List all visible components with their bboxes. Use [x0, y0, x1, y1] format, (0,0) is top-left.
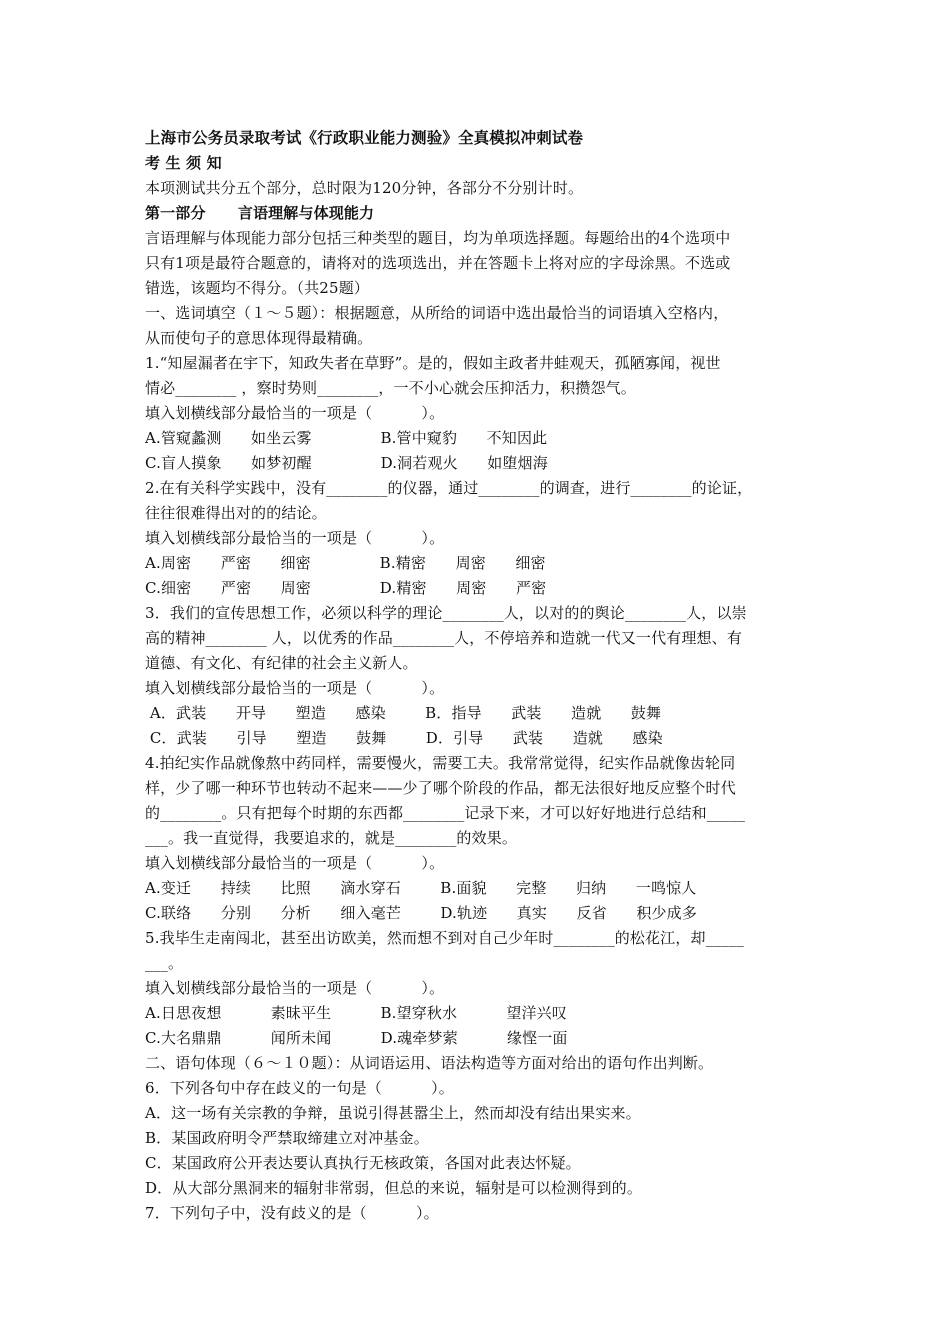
question-6-option: B．某国政府明令严禁取缔建立对冲基金。 — [145, 1129, 429, 1147]
question-5-prompt: 填入划横线部分最恰当的一项是（ ）。 — [145, 979, 445, 997]
section2-intro: 二、语句体现（６～１０题）：从词语运用、语法构造等方面对给出的语句作出判断。 — [145, 1054, 714, 1072]
part1-intro-line: 言语理解与体现能力部分包括三种类型的题目，均为单项选择题。每题给出的4个选项中 — [145, 229, 731, 247]
question-5-stem: ___。 — [145, 954, 184, 972]
question-7-stem: 7．下列句子中，没有歧义的是（ ）。 — [145, 1204, 439, 1222]
question-6-option: D．从大部分黑洞来的辐射非常弱，但总的来说，辐射是可以检测得到的。 — [145, 1179, 642, 1197]
question-4-options: C.联络 分别 分析 细入毫芒 D.轨迹 真实 反省 积少成多 — [145, 904, 697, 922]
notice-heading: 考 生 须 知 — [145, 154, 222, 172]
question-6-stem: 6．下列各句中存在歧义的一句是（ ）。 — [145, 1079, 454, 1097]
question-1-options: A.管窥蠡测 如坐云雾 B.管中窥豹 不知因此 — [145, 429, 548, 447]
question-5-options: C.大名鼎鼎 闻所未闻 D.魂牵梦萦 缘悭一面 — [145, 1029, 568, 1047]
question-2-stem: 2.在有关科学实践中，没有________的仪器，通过________的调查，进行________的论证， — [145, 479, 753, 497]
question-3-stem: 3．我们的宣传思想工作，必须以科学的理论________人，以对的的舆论________人，以崇 — [145, 604, 747, 622]
question-3-prompt: 填入划横线部分最恰当的一项是（ ）。 — [145, 679, 445, 697]
question-4-prompt: 填入划横线部分最恰当的一项是（ ）。 — [145, 854, 445, 872]
question-4-stem: ___。我一直觉得，我要追求的，就是________的效果。 — [145, 829, 518, 847]
question-6-option: C．某国政府公开表达要认真执行无核政策，各国对此表达怀疑。 — [145, 1154, 581, 1172]
notice-text: 本项测试共分五个部分，总时限为120分钟，各部分不分别计时。 — [145, 179, 584, 197]
question-2-options: A.周密 严密 细密 B.精密 周密 细密 — [145, 554, 546, 572]
question-1-stem: 情必________ ，察时势则________，一不小心就会压抑活力，积攒怨气。 — [145, 379, 636, 397]
question-1-stem: 1.“知屋漏者在宇下，知政失者在草野”。是的，假如主政者井蛙观天，孤陋寡闻，视世 — [145, 354, 721, 372]
exam-title: 上海市公务员录取考试《行政职业能力测验》全真模拟冲刺试卷 — [145, 128, 584, 147]
question-1-prompt: 填入划横线部分最恰当的一项是（ ）。 — [145, 404, 445, 422]
question-3-options: C．武装 引导 塑造 鼓舞 D．引导 武装 造就 感染 — [145, 729, 663, 747]
part1-heading: 第一部分 言语理解与体现能力 — [145, 204, 375, 222]
question-1-options: C.盲人摸象 如梦初醒 D.洞若观火 如堕烟海 — [145, 454, 548, 472]
question-3-stem: 高的精神________ 人，以优秀的作品________人，不停培养和造就一代又一代有理想、有 — [145, 629, 742, 647]
question-4-stem: 的________。只有把每个时期的东西都________记录下来，才可以好好地进行总结和_____ — [145, 804, 746, 822]
section1-intro-line: 从而使句子的意思体现得最精确。 — [145, 329, 373, 347]
part1-intro-line: 错选，该题均不得分。（共25题） — [145, 279, 369, 297]
question-2-prompt: 填入划横线部分最恰当的一项是（ ）。 — [145, 529, 445, 547]
question-3-stem: 道德、有文化、有纪律的社会主义新人。 — [145, 654, 418, 672]
question-4-options: A.变迁 持续 比照 滴水穿石 B.面貌 完整 归纳 一鸣惊人 — [145, 879, 697, 897]
question-6-option: A．这一场有关宗教的争辩，虽说引得甚嚣尘上，然而却没有结出果实来。 — [145, 1104, 641, 1122]
question-5-options: A.日思夜想 素昧平生 B.望穿秋水 望洋兴叹 — [145, 1004, 567, 1022]
question-3-options: A．武装 开导 塑造 感染 B．指导 武装 造就 鼓舞 — [145, 704, 662, 722]
section1-intro-line: 一、选词填空（１～５题）：根据题意，从所给的词语中选出最恰当的词语填入空格内， — [145, 304, 729, 322]
question-4-stem: 样，少了哪一种环节也转动不起来——少了哪个阶段的作品，都无法很好地反应整个时代 — [145, 779, 736, 797]
question-4-stem: 4.拍纪实作品就像熬中药同样，需要慢火，需要工夫。我常常觉得，纪实作品就像齿轮同 — [145, 754, 736, 772]
question-2-options: C.细密 严密 周密 D.精密 周密 严密 — [145, 579, 547, 597]
question-2-stem: 往往很难得出对的的结论。 — [145, 504, 327, 522]
question-5-stem: 5.我毕生走南闯北，甚至出访欧美，然而想不到对自己少年时________的松花江，却_____ — [145, 929, 744, 947]
part1-intro-line: 只有1项是最符合题意的，请将对的选项选出，并在答题卡上将对应的字母涂黑。不选或 — [145, 254, 731, 272]
